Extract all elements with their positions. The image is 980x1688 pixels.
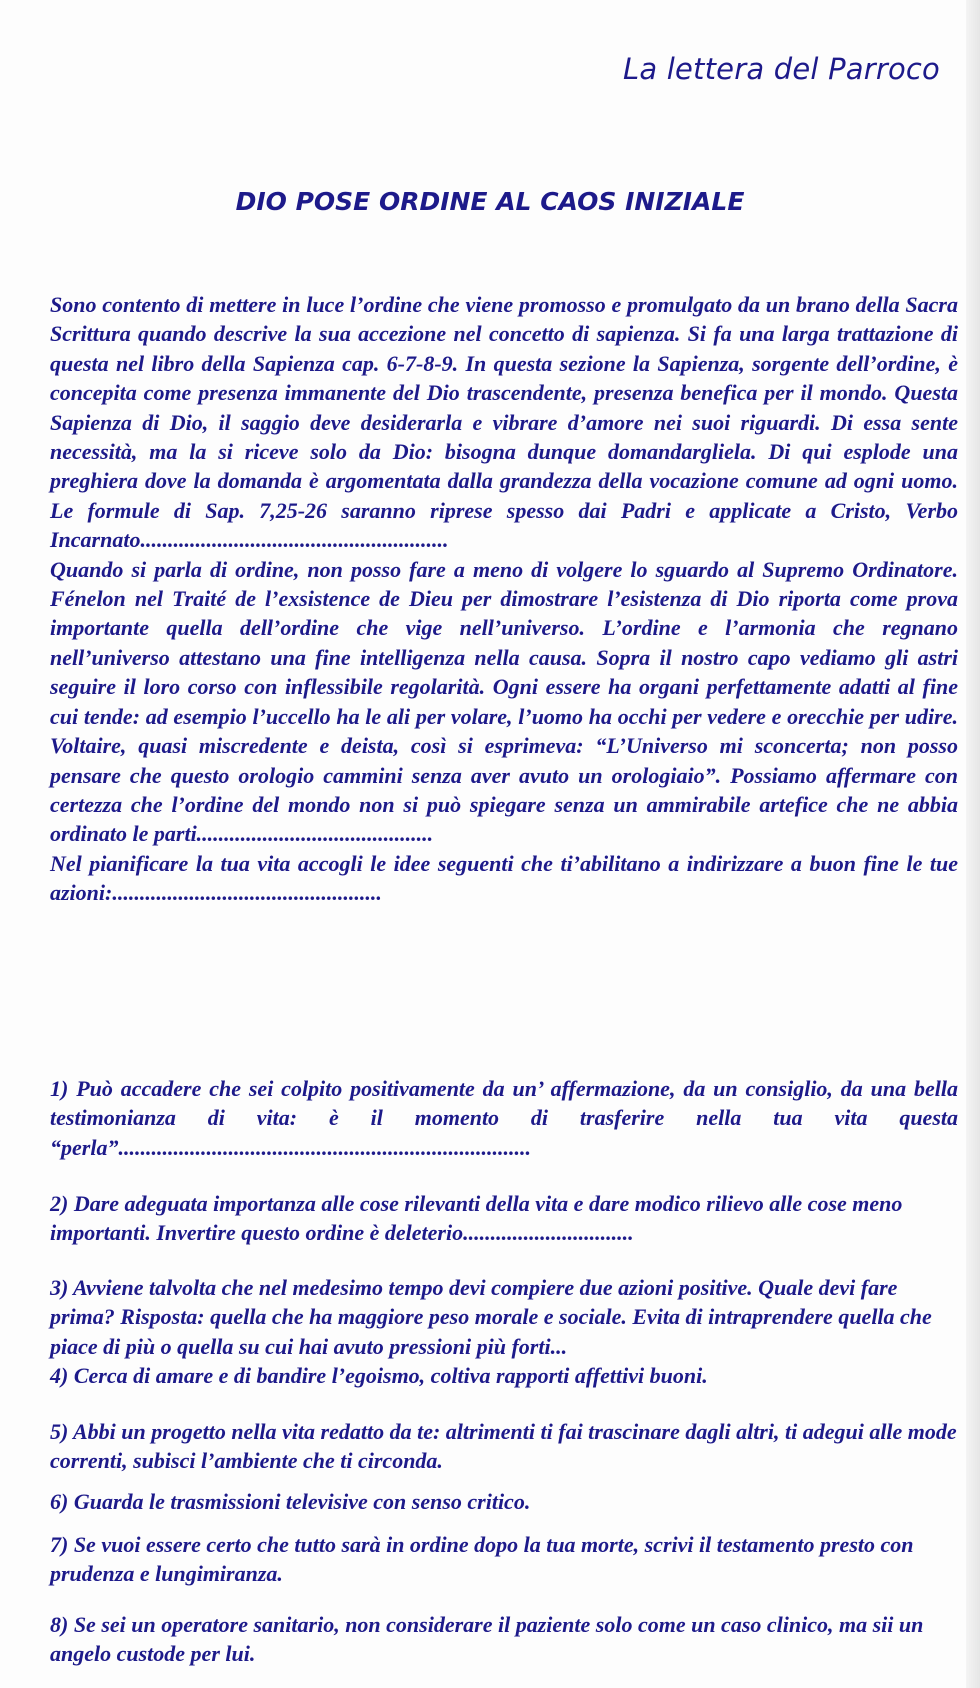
- paragraph-wisdom: Sono contento di mettere in luce l’ordine che viene promosso e promulgato da un brano della Sacra Scrittura quando descrive la sua accezione nel concetto di sapienza. Si fa una larga trattazione di questa nel libro della Sapienza cap. 6-7-8-9. In questa sezione la Sapienza, sorgente dell’ordine, è concepita come presenza immanente del Dio trascendente, presenza benefica per il mondo. Questa Sapienza di Dio, il saggio deve desiderarla e vibrare d’amore nei suoi riguardi. Di essa sente necessità, ma la si riceve solo da Dio: bisogna dunque domandargliela. Di qui esplode una preghiera dove la domanda è argomentata dalla grandezza della vocazione comune ad ogni uomo. Le formule di Sap. 7,25-26 saranno riprese spesso dai Padri e applicate a Cristo, Verbo Incarnato........................................................: [50, 292, 958, 553]
- list-item: 4) Cerca di amare e di bandire l’egoismo, coltiva rapporti affettivi buoni.: [50, 1363, 708, 1388]
- list-item: 6) Guarda le trasmissioni televisive con senso critico.: [50, 1489, 531, 1514]
- list-item: 8) Se sei un operatore sanitario, non considerare il paziente solo come un caso clinico, ma sii un angelo custode per lui.: [50, 1612, 924, 1667]
- section-header: La lettera del Parroco: [623, 52, 940, 86]
- list-item: 7) Se vuoi essere certo che tutto sarà in ordine dopo la tua morte, scrivi il testamento presto con prudenza e lungimiranza.: [50, 1532, 914, 1587]
- article-title: DIO POSE ORDINE AL CAOS INIZIALE: [235, 187, 745, 216]
- paragraph-advice-intro: Nel pianificare la tua vita accogli le idee seguenti che ti’abilitano a indirizzare a buon fine le tue azioni:.................................................: [50, 850, 958, 906]
- list-item: 2) Dare adeguata importanza alle cose rilevanti della vita e dare modico rilievo alle cose meno importanti. Invertire questo ordine è deleterio...............................: [50, 1191, 903, 1246]
- list-item: 1) Può accadere che sei colpito positivamente da un’ affermazione, da un consiglio, da una bella testimonianza di vita: è il momento di trasferire nella tua vita questa “perla”...........................................................................: [50, 1076, 958, 1160]
- page-edge: [966, 0, 980, 1688]
- article-body: [50, 290, 958, 908]
- paragraph-order: Quando si parla di ordine, non posso fare a meno di volgere lo sguardo al Supremo Ordinatore. Fénelon nel Traité de l’exsistence de Dieu per dimostrare l’esistenza di Dio riporta come prova importante quella dell’ordine che vige nell’universo. L’ordine e l’armonia che regnano nell’universo attestano una fine intelligenza nella causa. Sopra il nostro capo vediamo gli astri seguire il loro corso con inflessibile regolarità. Ogni essere ha organi perfettamente adatti al fine cui tende: ad esempio l’uccello ha le ali per volare, l’uomo ha occhi per vedere e orecchie per udire. Voltaire, quasi miscredente e deista, così si esprimeva: “L’Universo mi sconcerta; non posso pensare che questo orologio cammini senza aver avuto un orologiaio”. Possiamo affermare con certezza che l’ordine del mondo non si può spiegare senza un ammirabile artefice che ne abbia ordinato le parti...........................................: [50, 556, 958, 847]
- list-item: 5) Abbi un progetto nella vita redatto da te: altrimenti ti fai trascinare dagli altri, ti adegui alle mode correnti, subisci l’ambiente che ti circonda.: [50, 1419, 957, 1474]
- list-item: 3) Avviene talvolta che nel medesimo tempo devi compiere due azioni positive. Quale devi fare prima? Risposta: quella che ha maggiore peso morale e sociale. Evita di intraprendere quella che piace di più o quella su cui hai avuto pressioni più forti...: [50, 1275, 932, 1359]
